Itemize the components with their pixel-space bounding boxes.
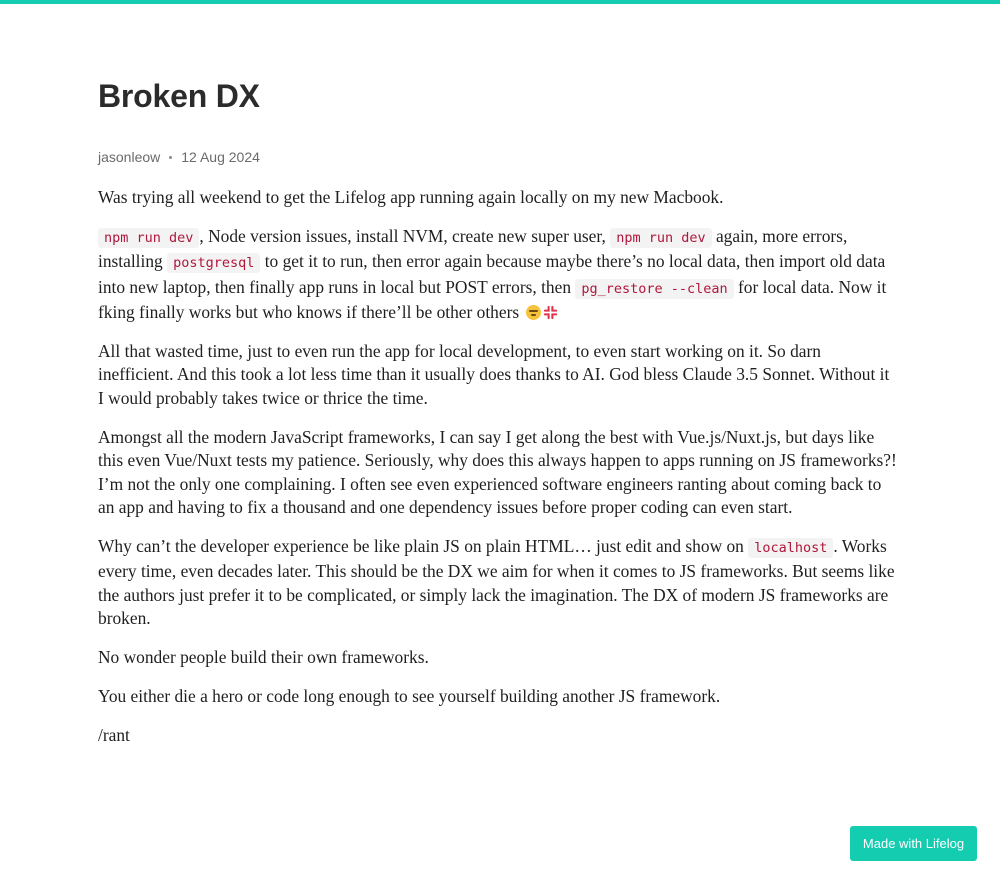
inline-code: localhost (748, 538, 833, 558)
inline-code: pg_restore --clean (575, 279, 733, 299)
meta-separator-dot (169, 156, 172, 159)
paragraph-text: Why can’t the developer experience be like plain JS on plain HTML… just edit and show on (98, 535, 749, 556)
paragraph-text: to get it to run, then error again because maybe there’s no local data, then import old data into new laptop, then finally app runs in local but POST errors, then (98, 251, 886, 297)
post-date: 12 Aug 2024 (181, 149, 260, 165)
anger-symbol-icon (543, 305, 558, 320)
paragraph-text: , Node version issues, install NVM, create new super user, (199, 225, 611, 246)
paragraph-4: Amongst all the modern JavaScript frameworks, I can say I get along the best with Vue.js/Nuxt.js, but days like this even Vue/Nuxt tests my patience. Seriously, why does this always happen to apps running on JS frameworks?! I’m not the only one complaining. I often see even experienced software engineers ranting about coming back to an app and having to fix a thousand and one dependency issues before proper coding can even start. (98, 426, 897, 517)
paragraph-8: /rant (98, 724, 130, 745)
inline-code: npm run dev (98, 228, 199, 248)
post-title: Broken DX (98, 78, 260, 114)
paragraph-5 (98, 535, 898, 631)
paragraph-text: . Works every time, even decades later. This should be the DX we aim for when it comes to JS frameworks. But seems like the authors just prefer it to be complicated, or simply lack the imagination. The DX of modern JS frameworks are broken. (98, 535, 895, 629)
inline-code: npm run dev (610, 228, 711, 248)
post-meta (98, 148, 898, 166)
post-body (98, 186, 898, 747)
post-article (98, 76, 898, 763)
paragraph-3: All that wasted time, just to even run the app for local development, to even start working on it. So darn inefficient. And this took a lot less time than it usually does thanks to AI. God bless Claude 3.5 Sonnet. Without it I would probably takes twice or thrice the time. (98, 341, 890, 408)
paragraph-7: You either die a hero or code long enough to see yourself building another JS framework. (98, 685, 721, 706)
face-with-steam-icon (526, 305, 541, 320)
paragraph-2 (98, 225, 898, 325)
made-with-lifelog-button[interactable]: Made with Lifelog (850, 826, 977, 861)
paragraph-text: for local data. Now it fking finally works but who knows if there’ll be other others (98, 276, 887, 323)
paragraph-1: Was trying all weekend to get the Lifelog app running again locally on my new Macbook. (98, 187, 724, 207)
inline-code: postgresql (167, 253, 260, 273)
paragraph-6: No wonder people build their own frameworks. (98, 647, 429, 667)
post-author[interactable]: jasonleow (98, 149, 161, 165)
top-accent-bar (0, 0, 1000, 4)
paragraph-text: again, more errors, installing (98, 225, 848, 272)
